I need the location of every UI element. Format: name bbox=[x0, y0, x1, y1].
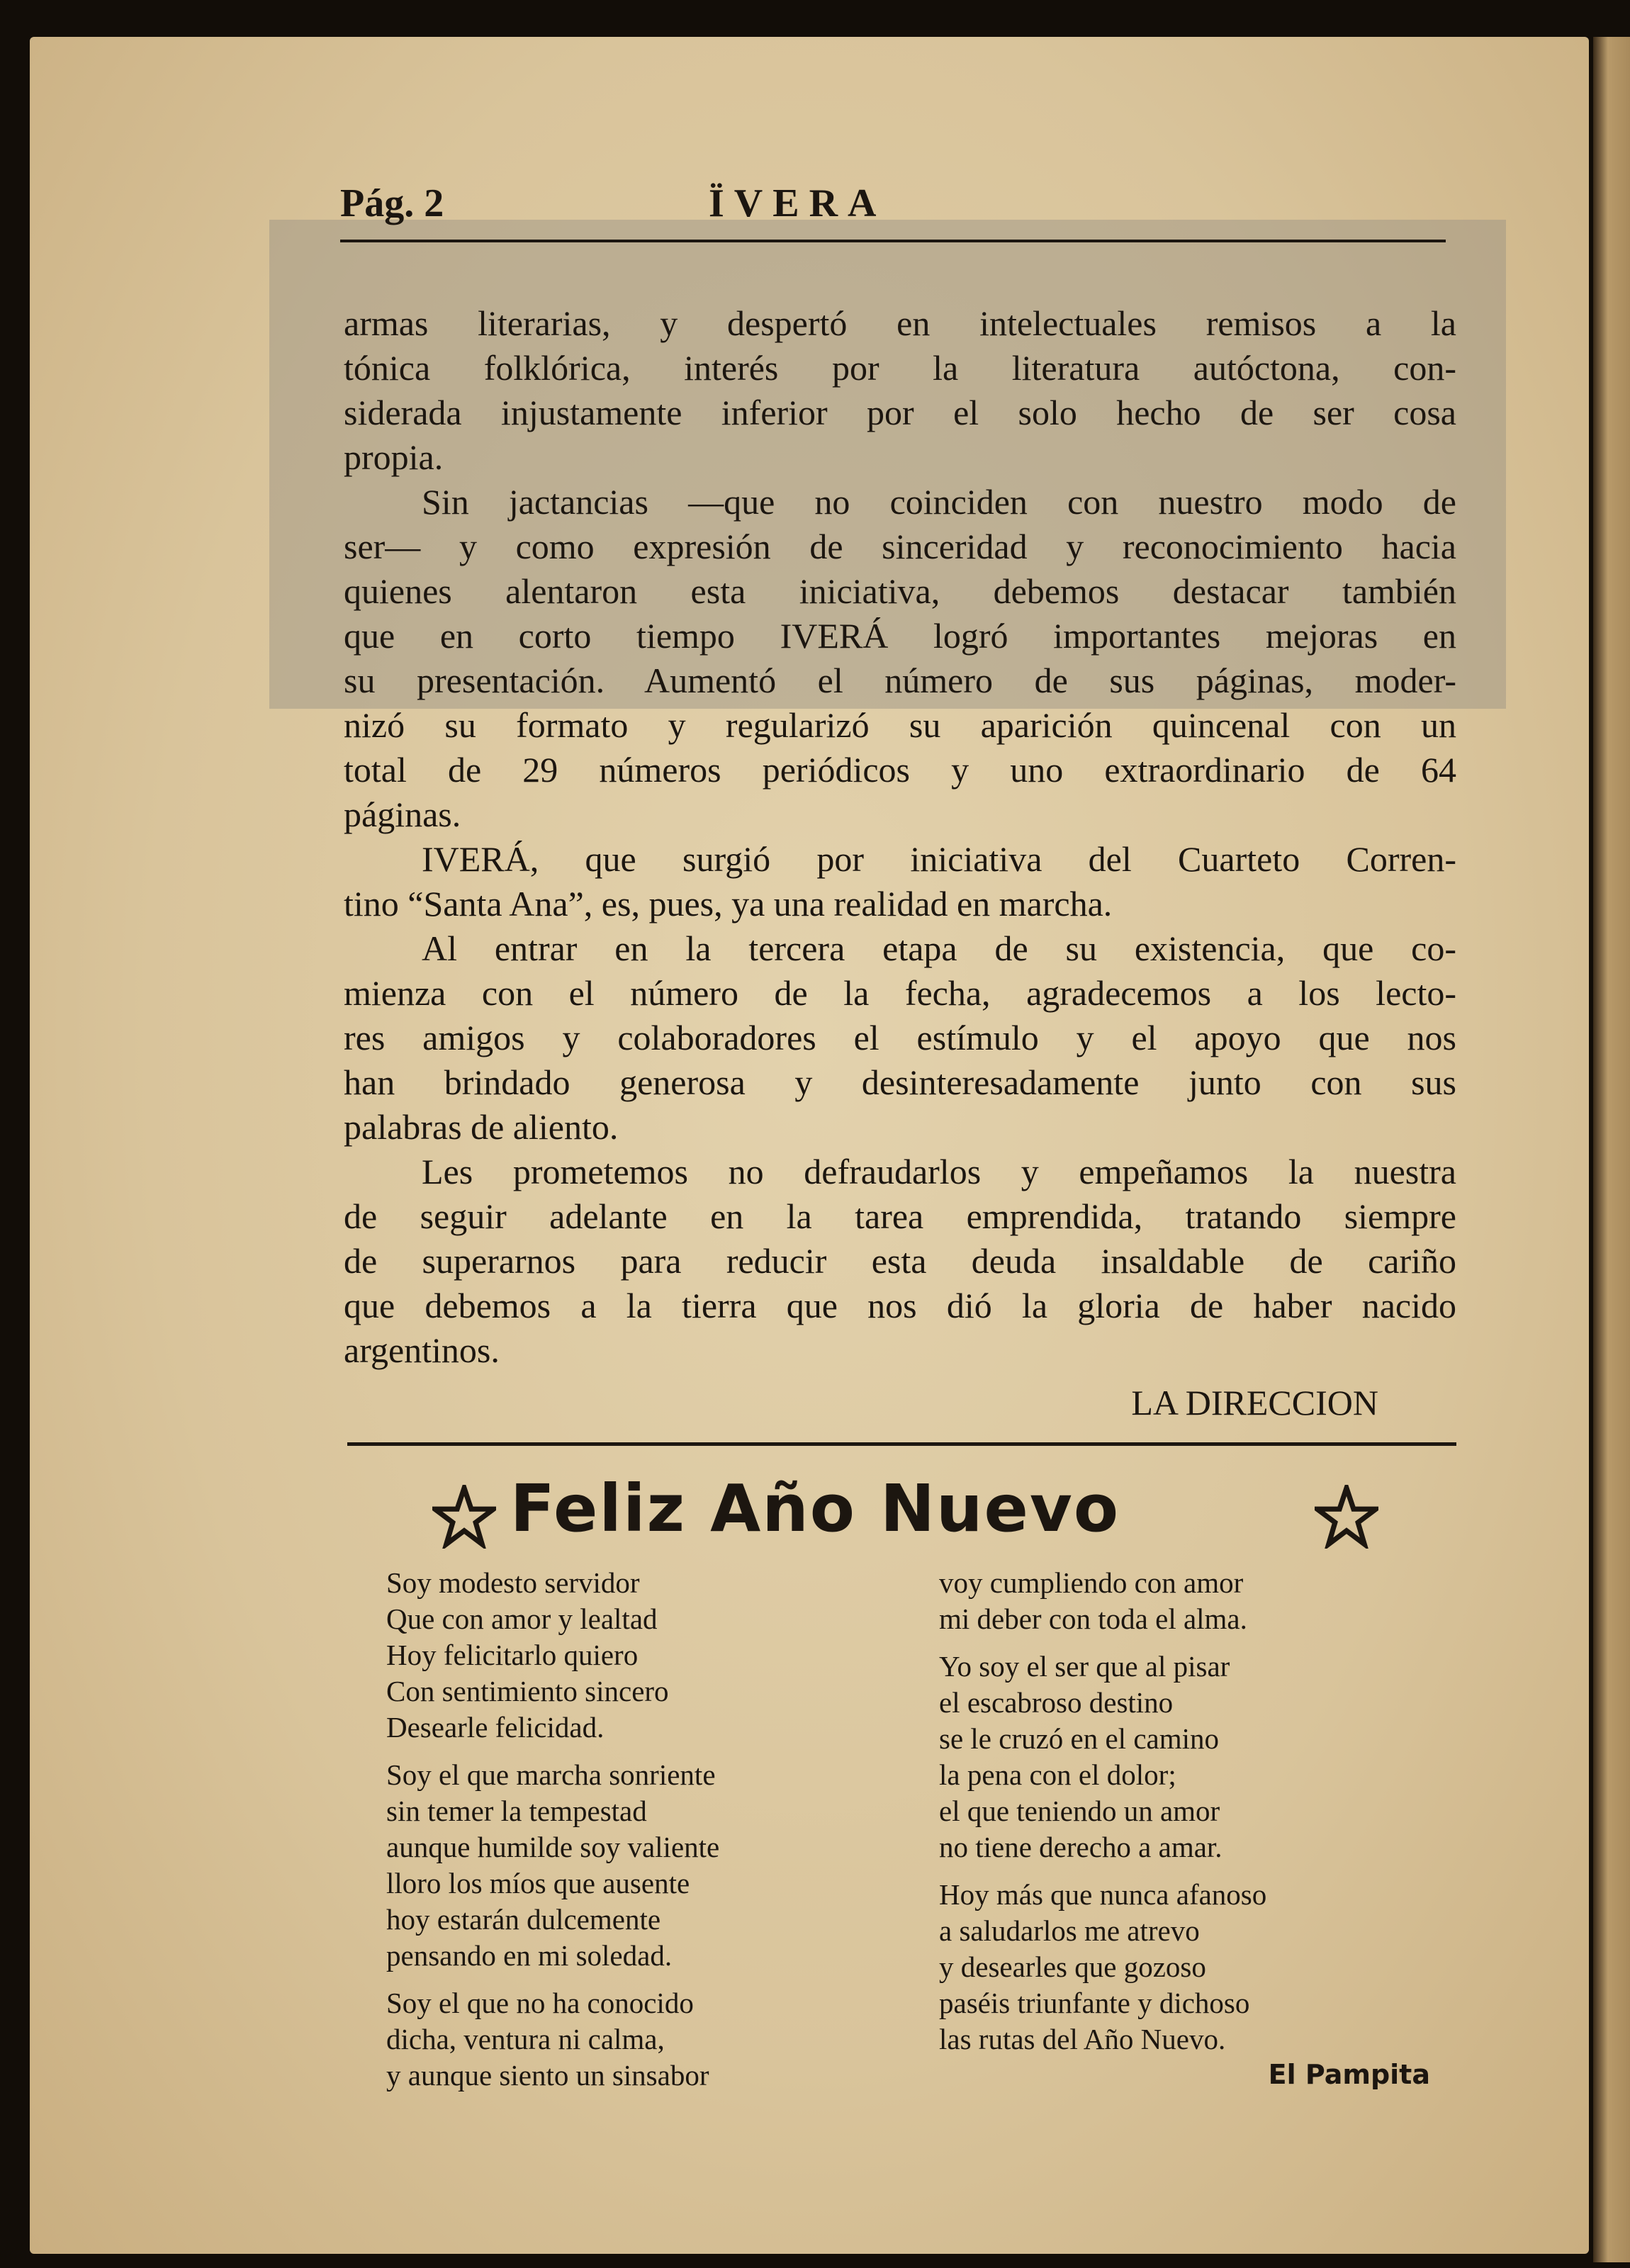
poem-stanza bbox=[386, 1757, 719, 1974]
article-line: Les prometemos no defraudarlos y empeñamos la nuestra bbox=[422, 1152, 1456, 1191]
poem-line: el que teniendo un amor bbox=[939, 1795, 1220, 1827]
poem-stanza bbox=[386, 1985, 719, 2094]
poem-line: a saludarlos me atrevo bbox=[939, 1914, 1200, 1947]
poem-line: Soy el que no ha conocido bbox=[386, 1987, 694, 2019]
poem-author: El Pampita bbox=[1268, 2059, 1430, 2090]
magazine-title: ÏVERA bbox=[709, 181, 887, 225]
article-line: tónica folklórica, interés por la literatura autóctona, con- bbox=[344, 348, 1456, 388]
article-line: propia. bbox=[344, 437, 444, 477]
article-line: Al entrar en la tercera etapa de su existencia, que co- bbox=[422, 928, 1456, 968]
article-line: nizó su formato y regularizó su aparición quincenal con un bbox=[344, 705, 1456, 745]
article-line: siderada injustamente inferior por el solo hecho de ser cosa bbox=[344, 393, 1456, 432]
poem-line: Hoy más que nunca afanoso bbox=[939, 1878, 1267, 1911]
poem-line: se le cruzó en el camino bbox=[939, 1722, 1220, 1755]
adjacent-page-edge bbox=[1593, 37, 1630, 2262]
poem-stanza bbox=[939, 1877, 1266, 2058]
article-line: su presentación. Aumentó el número de sus páginas, moder- bbox=[344, 661, 1456, 700]
article-line: res amigos y colaboradores el estímulo y el apoyo que nos bbox=[344, 1018, 1456, 1057]
poem-line: y aunque siento un sinsabor bbox=[386, 2059, 709, 2092]
poem-line: no tiene derecho a amar. bbox=[939, 1831, 1222, 1863]
article-line: palabras de aliento. bbox=[344, 1107, 619, 1147]
poem-line: Hoy felicitarlo quiero bbox=[386, 1639, 639, 1671]
poem-line: Desearle felicidad. bbox=[386, 1711, 605, 1744]
article-line: que en corto tiempo IVERÁ logró importantes mejoras en bbox=[344, 616, 1456, 656]
star-icon bbox=[1315, 1485, 1378, 1549]
poem-line: paséis triunfante y dichoso bbox=[939, 1987, 1250, 2019]
poem-title: Feliz Año Nuevo bbox=[510, 1471, 1120, 1546]
poem-line: Yo soy el ser que al pisar bbox=[939, 1650, 1230, 1683]
poem-line: Con sentimiento sincero bbox=[386, 1675, 669, 1707]
poem-line: las rutas del Año Nuevo. bbox=[939, 2023, 1226, 2055]
article-line: de seguir adelante en la tarea emprendida, tratando siempre bbox=[344, 1196, 1456, 1236]
article-line: total de 29 números periódicos y uno extraordinario de 64 bbox=[344, 750, 1456, 790]
article-line: mienza con el número de la fecha, agradecemos a los lecto- bbox=[344, 973, 1456, 1013]
article-line: IVERÁ, que surgió por iniciativa del Cuarteto Corren- bbox=[422, 839, 1456, 879]
article-line: han brindado generosa y desinteresadamente junto con sus bbox=[344, 1062, 1456, 1102]
article-line: argentinos. bbox=[344, 1330, 500, 1370]
poem-line: voy cumpliendo con amor bbox=[939, 1566, 1244, 1599]
poem-right-column bbox=[939, 1565, 1266, 2069]
poem-line: sin temer la tempestad bbox=[386, 1795, 647, 1827]
poem-line: y desearles que gozoso bbox=[939, 1950, 1206, 1983]
article-line: tino “Santa Ana”, es, pues, ya una realidad en marcha. bbox=[344, 884, 1113, 924]
poem-line: mi deber con toda el alma. bbox=[939, 1602, 1247, 1635]
article-line: que debemos a la tierra que nos dió la gloria de haber nacido bbox=[344, 1286, 1456, 1325]
poem-line: el escabroso destino bbox=[939, 1686, 1174, 1719]
article-line: páginas. bbox=[344, 795, 461, 834]
article-body bbox=[344, 301, 1456, 1373]
article-line: quienes alentaron esta iniciativa, debemos destacar también bbox=[344, 571, 1456, 611]
article-line: de superarnos para reducir esta deuda insaldable de cariño bbox=[344, 1241, 1456, 1281]
poem-line: la pena con el dolor; bbox=[939, 1758, 1176, 1791]
poem-line: Soy el que marcha sonriente bbox=[386, 1758, 716, 1791]
header-rule bbox=[340, 240, 1446, 242]
poem-line: Que con amor y lealtad bbox=[386, 1602, 658, 1635]
poem-line: lloro los míos que ausente bbox=[386, 1867, 690, 1899]
article-line: ser— y como expresión de sinceridad y reconocimiento hacia bbox=[344, 527, 1456, 566]
page-number: Pág. 2 bbox=[340, 181, 444, 225]
poem-line: aunque humilde soy valiente bbox=[386, 1831, 720, 1863]
section-rule bbox=[347, 1442, 1456, 1446]
poem-line: pensando en mi soledad. bbox=[386, 1939, 673, 1972]
poem-left-column bbox=[386, 1565, 719, 2105]
poem-stanza bbox=[386, 1565, 719, 1746]
poem-stanza bbox=[939, 1565, 1266, 1637]
article-line: armas literarias, y despertó en intelectuales remisos a la bbox=[344, 303, 1456, 343]
poem-line: hoy estarán dulcemente bbox=[386, 1903, 661, 1936]
signature: LA DIRECCION bbox=[1131, 1383, 1378, 1422]
article-line: Sin jactancias —que no coinciden con nuestro modo de bbox=[422, 482, 1456, 522]
poem-line: Soy modesto servidor bbox=[386, 1566, 640, 1599]
poem-stanza bbox=[939, 1649, 1266, 1865]
poem-line: dicha, ventura ni calma, bbox=[386, 2023, 665, 2055]
